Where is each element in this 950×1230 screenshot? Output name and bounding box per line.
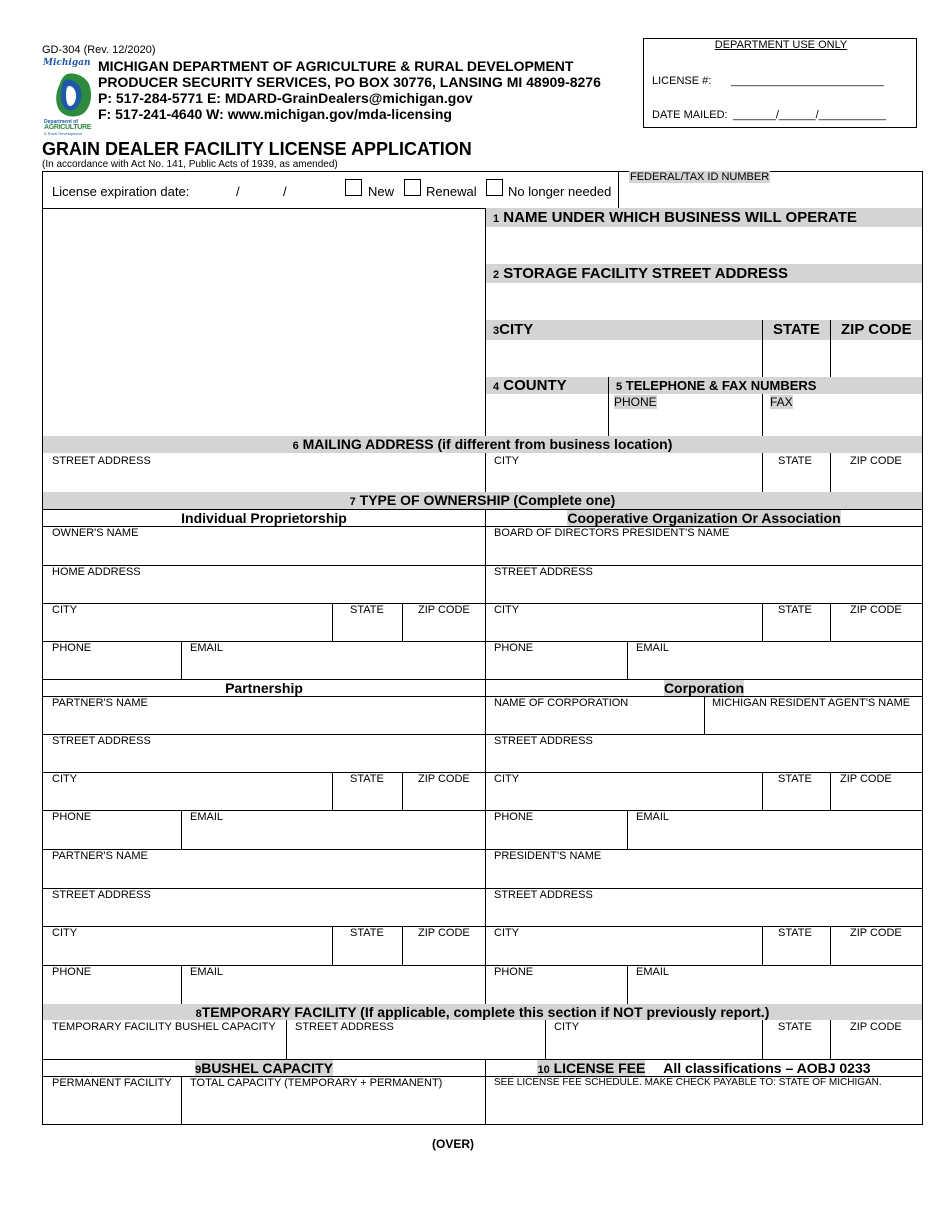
partner-2-street-input[interactable] [43, 903, 485, 926]
temp-capacity-label: TEMPORARY FACILITY BUSHEL CAPACITY [52, 1021, 276, 1033]
partner-2-street-label: STREET ADDRESS [52, 889, 151, 901]
partner-1-state-label: STATE [350, 773, 384, 785]
temp-street-input[interactable] [287, 1035, 545, 1059]
section-3-header [486, 320, 922, 340]
president-street-label: STREET ADDRESS [494, 889, 593, 901]
mailing-city-input[interactable] [486, 468, 762, 492]
section-9-title: BUSHEL CAPACITY [201, 1060, 333, 1076]
section-1-title: NAME UNDER WHICH BUSINESS WILL OPERATE [503, 209, 857, 226]
section-7-header [43, 492, 922, 509]
section-6-title: MAILING ADDRESS (if different from business location) [302, 436, 673, 452]
coop-phone-input[interactable] [486, 656, 627, 679]
permanent-facility-input[interactable] [43, 1091, 181, 1124]
section-1-number: 1 [493, 213, 500, 225]
new-checkbox[interactable] [345, 179, 362, 196]
individual-phone-input[interactable] [43, 656, 181, 679]
corp-street-label: STREET ADDRESS [494, 735, 593, 747]
business-info-area[interactable] [43, 209, 485, 436]
corporation-title-text: Corporation [663, 680, 745, 696]
partner-1-phone-label: PHONE [52, 811, 92, 823]
license-number-label: LICENSE #: [652, 75, 712, 87]
section-4-number: 4 [493, 381, 500, 393]
dept-name: MICHIGAN DEPARTMENT OF AGRICULTURE & RURAL DEVELOPMENT [98, 58, 574, 74]
corp-zip-label: ZIP CODE [840, 773, 892, 785]
fax-input[interactable] [763, 410, 922, 436]
coop-street-label: STREET ADDRESS [494, 566, 593, 578]
permanent-facility-label: PERMANENT FACILITY [52, 1077, 172, 1089]
partner-1-name-input[interactable] [43, 711, 485, 734]
partner-1-street-label: STREET ADDRESS [52, 735, 151, 747]
president-state-input[interactable] [763, 941, 830, 965]
over-label: (OVER) [432, 1137, 474, 1151]
section-3-zip-title: ZIP CODE [841, 321, 912, 338]
individual-city-input[interactable] [43, 618, 332, 641]
section-8-title: TEMPORARY FACILITY (If applicable, complete this section if NOT previously report.) [201, 1004, 770, 1020]
storage-zip-input[interactable] [831, 340, 922, 377]
section-2-title: STORAGE FACILITY STREET ADDRESS [503, 265, 789, 282]
temp-state-input[interactable] [763, 1035, 830, 1059]
section-8-header [43, 1004, 922, 1020]
section-9-title-wrap [195, 1060, 333, 1076]
section-1-header [486, 208, 922, 227]
section-5-title [616, 377, 816, 396]
section-3-city-text: CITY [499, 321, 534, 338]
resident-agent-input[interactable] [705, 711, 922, 734]
coop-state-label: STATE [778, 604, 812, 616]
contact-line-2: F: 517-241-4640 W: www.michigan.gov/mda-licensing [98, 106, 452, 122]
section-10-header [486, 1060, 922, 1076]
partner-1-zip-label: ZIP CODE [418, 773, 470, 785]
logo-script-text: Michigan [43, 58, 91, 68]
renewal-checkbox[interactable] [404, 179, 421, 196]
logo-dept-line3: & Rural Development [44, 131, 83, 136]
coop-zip-label: ZIP CODE [850, 604, 902, 616]
corp-zip-input[interactable] [831, 787, 922, 810]
corp-state-input[interactable] [763, 787, 830, 810]
corp-email-input[interactable] [628, 825, 922, 849]
logo-dept-line1: Department of [44, 119, 78, 125]
logo-dept-line2: AGRICULTURE [44, 124, 92, 131]
partner-2-zip-input[interactable] [403, 941, 485, 965]
individual-email-input[interactable] [182, 656, 485, 679]
temp-city-input[interactable] [546, 1035, 762, 1059]
storage-state-input[interactable] [763, 340, 830, 377]
section-2-number: 2 [493, 269, 500, 281]
partner-1-city-input[interactable] [43, 787, 332, 810]
storage-address-input[interactable] [486, 283, 922, 320]
corporation-name-label: NAME OF CORPORATION [494, 697, 629, 709]
temp-zip-label: ZIP CODE [850, 1021, 902, 1033]
no-longer-needed-checkbox[interactable] [486, 179, 503, 196]
section-5-text: TELEPHONE & FAX NUMBERS [625, 378, 817, 393]
individual-proprietorship-title: Individual Proprietorship [181, 510, 347, 526]
license-number-field: _________________________ [731, 75, 884, 87]
section-6-number: 6 [292, 440, 299, 452]
president-zip-label: ZIP CODE [850, 927, 902, 939]
date-slash-2: / [283, 184, 287, 199]
partner-2-name-input[interactable] [43, 864, 485, 888]
form-number: GD-304 (Rev. 12/2020) [42, 44, 156, 56]
corp-president-input[interactable] [486, 864, 922, 888]
president-state-label: STATE [778, 927, 812, 939]
corp-email-label: EMAIL [636, 811, 670, 823]
partner-1-name-label: PARTNER'S NAME [52, 697, 148, 709]
section-6-header [43, 436, 922, 453]
partner-1-phone-input[interactable] [43, 825, 181, 849]
section-2-header [486, 264, 922, 283]
coop-state-input[interactable] [763, 618, 830, 641]
board-president-input[interactable] [486, 541, 922, 565]
home-address-label: HOME ADDRESS [52, 566, 141, 578]
no-longer-needed-label: No longer needed [508, 184, 612, 199]
mailing-street-input[interactable] [43, 468, 485, 492]
owners-name-input[interactable] [43, 541, 485, 565]
section-5-number: 5 [616, 381, 623, 393]
partner-2-zip-label: ZIP CODE [418, 927, 470, 939]
cooperative-title-text: Cooperative Organization Or Association [567, 510, 841, 526]
individual-zip-input[interactable] [403, 618, 485, 641]
section-9-number: 9 [195, 1064, 202, 1076]
contact-line-1: P: 517-284-5771 E: MDARD-GrainDealers@michigan.gov [98, 90, 473, 106]
individual-zip-label: ZIP CODE [418, 604, 470, 616]
individual-state-input[interactable] [333, 618, 402, 641]
president-email-input[interactable] [628, 980, 922, 1004]
partner-1-email-label: EMAIL [190, 811, 224, 823]
section-4-5-header [486, 377, 922, 394]
date-mailed-label: DATE MAILED: [652, 109, 728, 121]
section-3-number: 3 [493, 325, 500, 337]
home-address-input[interactable] [43, 580, 485, 603]
partner-2-phone-input[interactable] [43, 980, 181, 1004]
section-8-number: 8 [195, 1008, 202, 1020]
tax-id-input[interactable] [620, 186, 922, 207]
temp-capacity-input[interactable] [43, 1035, 286, 1059]
mailing-zip-label: ZIP CODE [850, 455, 902, 467]
temp-city-label: CITY [554, 1021, 580, 1033]
individual-phone-label: PHONE [52, 642, 92, 654]
temp-state-label: STATE [778, 1021, 812, 1033]
corp-city-label: CITY [494, 773, 520, 785]
partner-2-city-input[interactable] [43, 941, 332, 965]
michigan-map-icon [49, 70, 95, 120]
license-fee-note: SEE LICENSE FEE SCHEDULE. MAKE CHECK PAYABLE TO: STATE OF MICHIGAN. [494, 1077, 882, 1088]
president-email-label: EMAIL [636, 966, 670, 978]
section-10-title-wrap [537, 1060, 645, 1076]
corp-state-label: STATE [778, 773, 812, 785]
license-fee-input[interactable] [486, 1091, 922, 1124]
mailing-zip-input[interactable] [831, 468, 922, 492]
county-input[interactable] [486, 394, 608, 436]
corporation-title [486, 680, 922, 696]
temp-street-label: STREET ADDRESS [295, 1021, 394, 1033]
partnership-title: Partnership [225, 680, 303, 696]
coop-phone-label: PHONE [494, 642, 534, 654]
partner-1-street-input[interactable] [43, 749, 485, 772]
partner-1-zip-input[interactable] [403, 787, 485, 810]
mdard-logo [43, 58, 98, 136]
partner-2-state-label: STATE [350, 927, 384, 939]
individual-email-label: EMAIL [190, 642, 224, 654]
corp-president-label: PRESIDENT'S NAME [494, 850, 602, 862]
temp-zip-input[interactable] [831, 1035, 922, 1059]
form-subtitle: (In accordance with Act No. 141, Public Acts of 1939, as amended) [42, 159, 338, 170]
board-president-label: BOARD OF DIRECTORS PRESIDENT'S NAME [494, 527, 730, 539]
individual-state-label: STATE [350, 604, 384, 616]
new-label: New [368, 184, 395, 199]
section-4-text: COUNTY [503, 377, 567, 394]
business-name-input[interactable] [486, 227, 922, 264]
partner-2-email-label: EMAIL [190, 966, 224, 978]
president-phone-input[interactable] [486, 980, 627, 1004]
storage-city-input[interactable] [486, 340, 762, 377]
section-9-header [43, 1060, 485, 1076]
section-3-city-title [493, 320, 533, 341]
partner-2-email-input[interactable] [182, 980, 485, 1004]
dept-address: PRODUCER SECURITY SERVICES, PO BOX 30776, LANSING MI 48909-8276 [98, 74, 601, 90]
dept-use-title: DEPARTMENT USE ONLY [714, 39, 848, 51]
section-10-number: 10 [537, 1064, 550, 1076]
president-phone-label: PHONE [494, 966, 534, 978]
corporation-name-input[interactable] [486, 711, 704, 734]
president-street-input[interactable] [486, 903, 922, 926]
president-zip-input[interactable] [831, 941, 922, 965]
section-3-state-title: STATE [773, 321, 820, 338]
partner-1-state-input[interactable] [333, 787, 402, 810]
expiration-date-field[interactable] [200, 178, 320, 204]
date-slash-1: / [236, 184, 240, 199]
phone-input[interactable] [609, 410, 762, 436]
mailing-state-label: STATE [778, 455, 812, 467]
coop-street-input[interactable] [486, 580, 922, 603]
section-7-title: TYPE OF OWNERSHIP (Complete one) [359, 492, 616, 508]
resident-agent-label: MICHIGAN RESIDENT AGENT'S NAME [712, 697, 911, 709]
partner-2-phone-label: PHONE [52, 966, 92, 978]
renewal-label: Renewal [426, 184, 477, 199]
mailing-street-label: STREET ADDRESS [52, 455, 151, 467]
president-city-label: CITY [494, 927, 520, 939]
total-capacity-label: TOTAL CAPACITY (TEMPORARY + PERMANENT) [190, 1077, 443, 1089]
mailing-state-input[interactable] [763, 468, 830, 492]
individual-city-label: CITY [52, 604, 78, 616]
tax-id-label: FEDERAL/TAX ID NUMBER [630, 171, 770, 183]
owners-name-label: OWNER'S NAME [52, 527, 139, 539]
total-capacity-input[interactable] [182, 1091, 485, 1124]
phone-label: PHONE [614, 395, 657, 409]
department-use-box [643, 38, 917, 128]
coop-city-input[interactable] [486, 618, 762, 641]
cooperative-title [486, 510, 922, 526]
mailing-city-label: CITY [494, 455, 520, 467]
date-mailed-field: _______/______/___________ [733, 109, 886, 121]
section-7-number: 7 [349, 496, 356, 508]
form-title: GRAIN DEALER FACILITY LICENSE APPLICATION [42, 139, 472, 159]
coop-zip-input[interactable] [831, 618, 922, 641]
corp-city-input[interactable] [486, 787, 762, 810]
coop-city-label: CITY [494, 604, 520, 616]
partner-2-name-label: PARTNER'S NAME [52, 850, 148, 862]
fax-label: FAX [770, 395, 793, 409]
section-10-classification: All classifications – AOBJ 0233 [663, 1060, 871, 1076]
corp-phone-input[interactable] [486, 825, 627, 849]
coop-email-input[interactable] [628, 656, 922, 679]
partner-1-email-input[interactable] [182, 825, 485, 849]
president-city-input[interactable] [486, 941, 762, 965]
corp-phone-label: PHONE [494, 811, 534, 823]
coop-email-label: EMAIL [636, 642, 670, 654]
partner-2-city-label: CITY [52, 927, 78, 939]
section-10-title: LICENSE FEE [553, 1060, 646, 1076]
expiration-date-label: License expiration date: [52, 184, 190, 199]
corp-street-input[interactable] [486, 749, 922, 772]
partner-1-city-label: CITY [52, 773, 78, 785]
partner-2-state-input[interactable] [333, 941, 402, 965]
